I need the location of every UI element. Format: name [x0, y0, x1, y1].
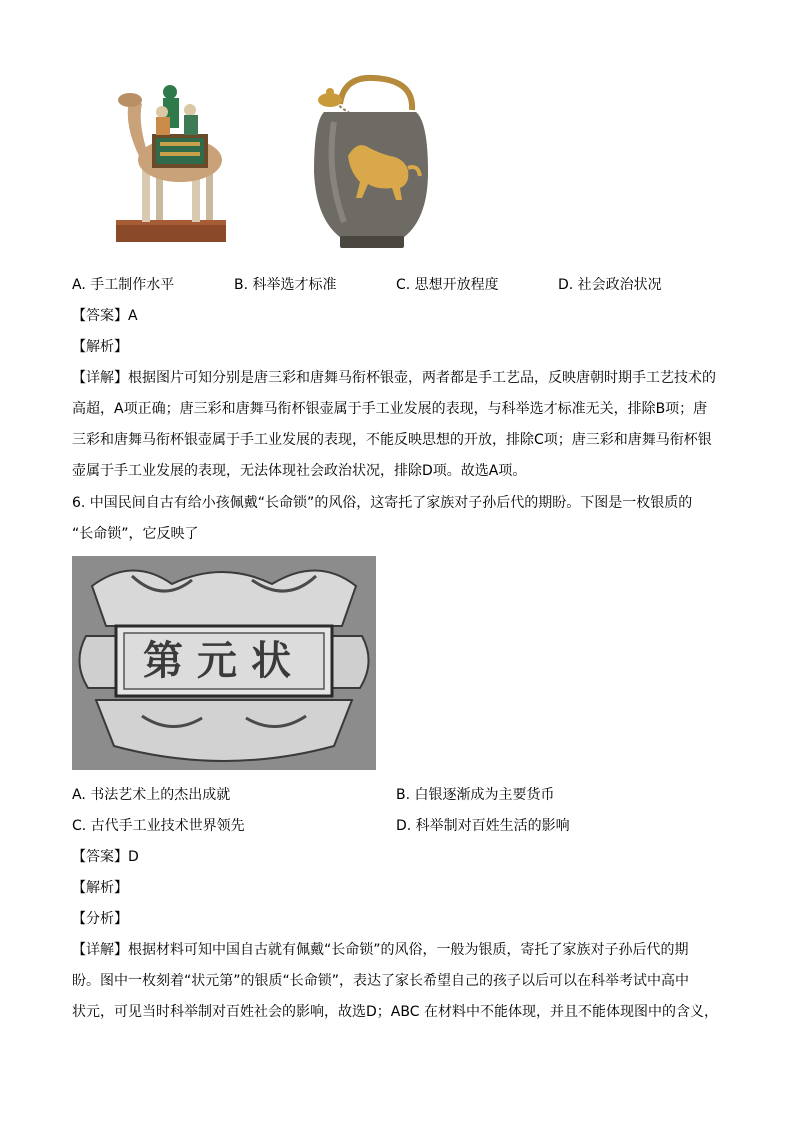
q6-fenxi-heading: 【分析】	[72, 911, 128, 927]
lock-inscription: 状元第	[143, 637, 305, 684]
q6-stem-line-1: 6. 中国民间自古有给小孩佩戴“长命锁”的风俗，这寄托了家族对子孙后代的期盼。下图是一枚银质的	[72, 495, 693, 511]
q6-detail-line-3: 状元，可见当时科举制对百姓社会的影响，故选D；ABC 在材料中不能体现，并且不能体现图中的含义，	[72, 1004, 718, 1020]
q6-option-a: A. 书法艺术上的杰出成就	[72, 787, 231, 803]
silver-pot-image	[304, 72, 438, 256]
longevity-lock-image	[72, 556, 376, 770]
q5-detail-line-2: 高超，A项正确；唐三彩和唐舞马衔杯银壶属于手工业发展的表现，与科举选才标准无关，排除B项；唐	[72, 401, 708, 417]
q5-option-a: A. 手工制作水平	[72, 277, 175, 293]
q6-option-c: C. 古代手工业技术世界领先	[72, 818, 245, 834]
q6-stem-line-2: “长命锁”，它反映了	[72, 526, 199, 542]
camel-figurine-image	[112, 70, 232, 250]
q5-analysis-heading: 【解析】	[72, 339, 128, 355]
q6-detail-line-1: 【详解】根据材料可知中国自古就有佩戴“长命锁”的风俗，一般为银质，寄托了家族对子孙后代的期	[72, 942, 689, 958]
q6-detail-line-2: 盼。图中一枚刻着“状元第”的银质“长命锁”，表达了家长希望自己的孩子以后可以在科举考试中高中	[72, 973, 690, 989]
q5-detail-line-4: 壶属于手工业发展的表现，无法体现社会政治状况，排除D项。故选A项。	[72, 463, 527, 479]
q6-option-d: D. 科举制对百姓生活的影响	[396, 818, 570, 834]
q5-option-c: C. 思想开放程度	[396, 277, 499, 293]
q5-detail-line-1: 【详解】根据图片可知分别是唐三彩和唐舞马衔杯银壶，两者都是手工艺品，反映唐朝时期手工艺技术的	[72, 370, 716, 386]
q6-answer: 【答案】D	[72, 849, 139, 865]
q5-option-d: D. 社会政治状况	[558, 277, 662, 293]
q5-detail-line-3: 三彩和唐舞马衔杯银壶属于手工业发展的表现，不能反映思想的开放，排除C项；唐三彩和唐舞马衔杯银	[72, 432, 712, 448]
q5-option-b: B. 科举选才标准	[234, 277, 337, 293]
q5-answer: 【答案】A	[72, 308, 138, 324]
q6-analysis-heading: 【解析】	[72, 880, 128, 896]
q6-option-b: B. 白银逐渐成为主要货币	[396, 787, 555, 803]
